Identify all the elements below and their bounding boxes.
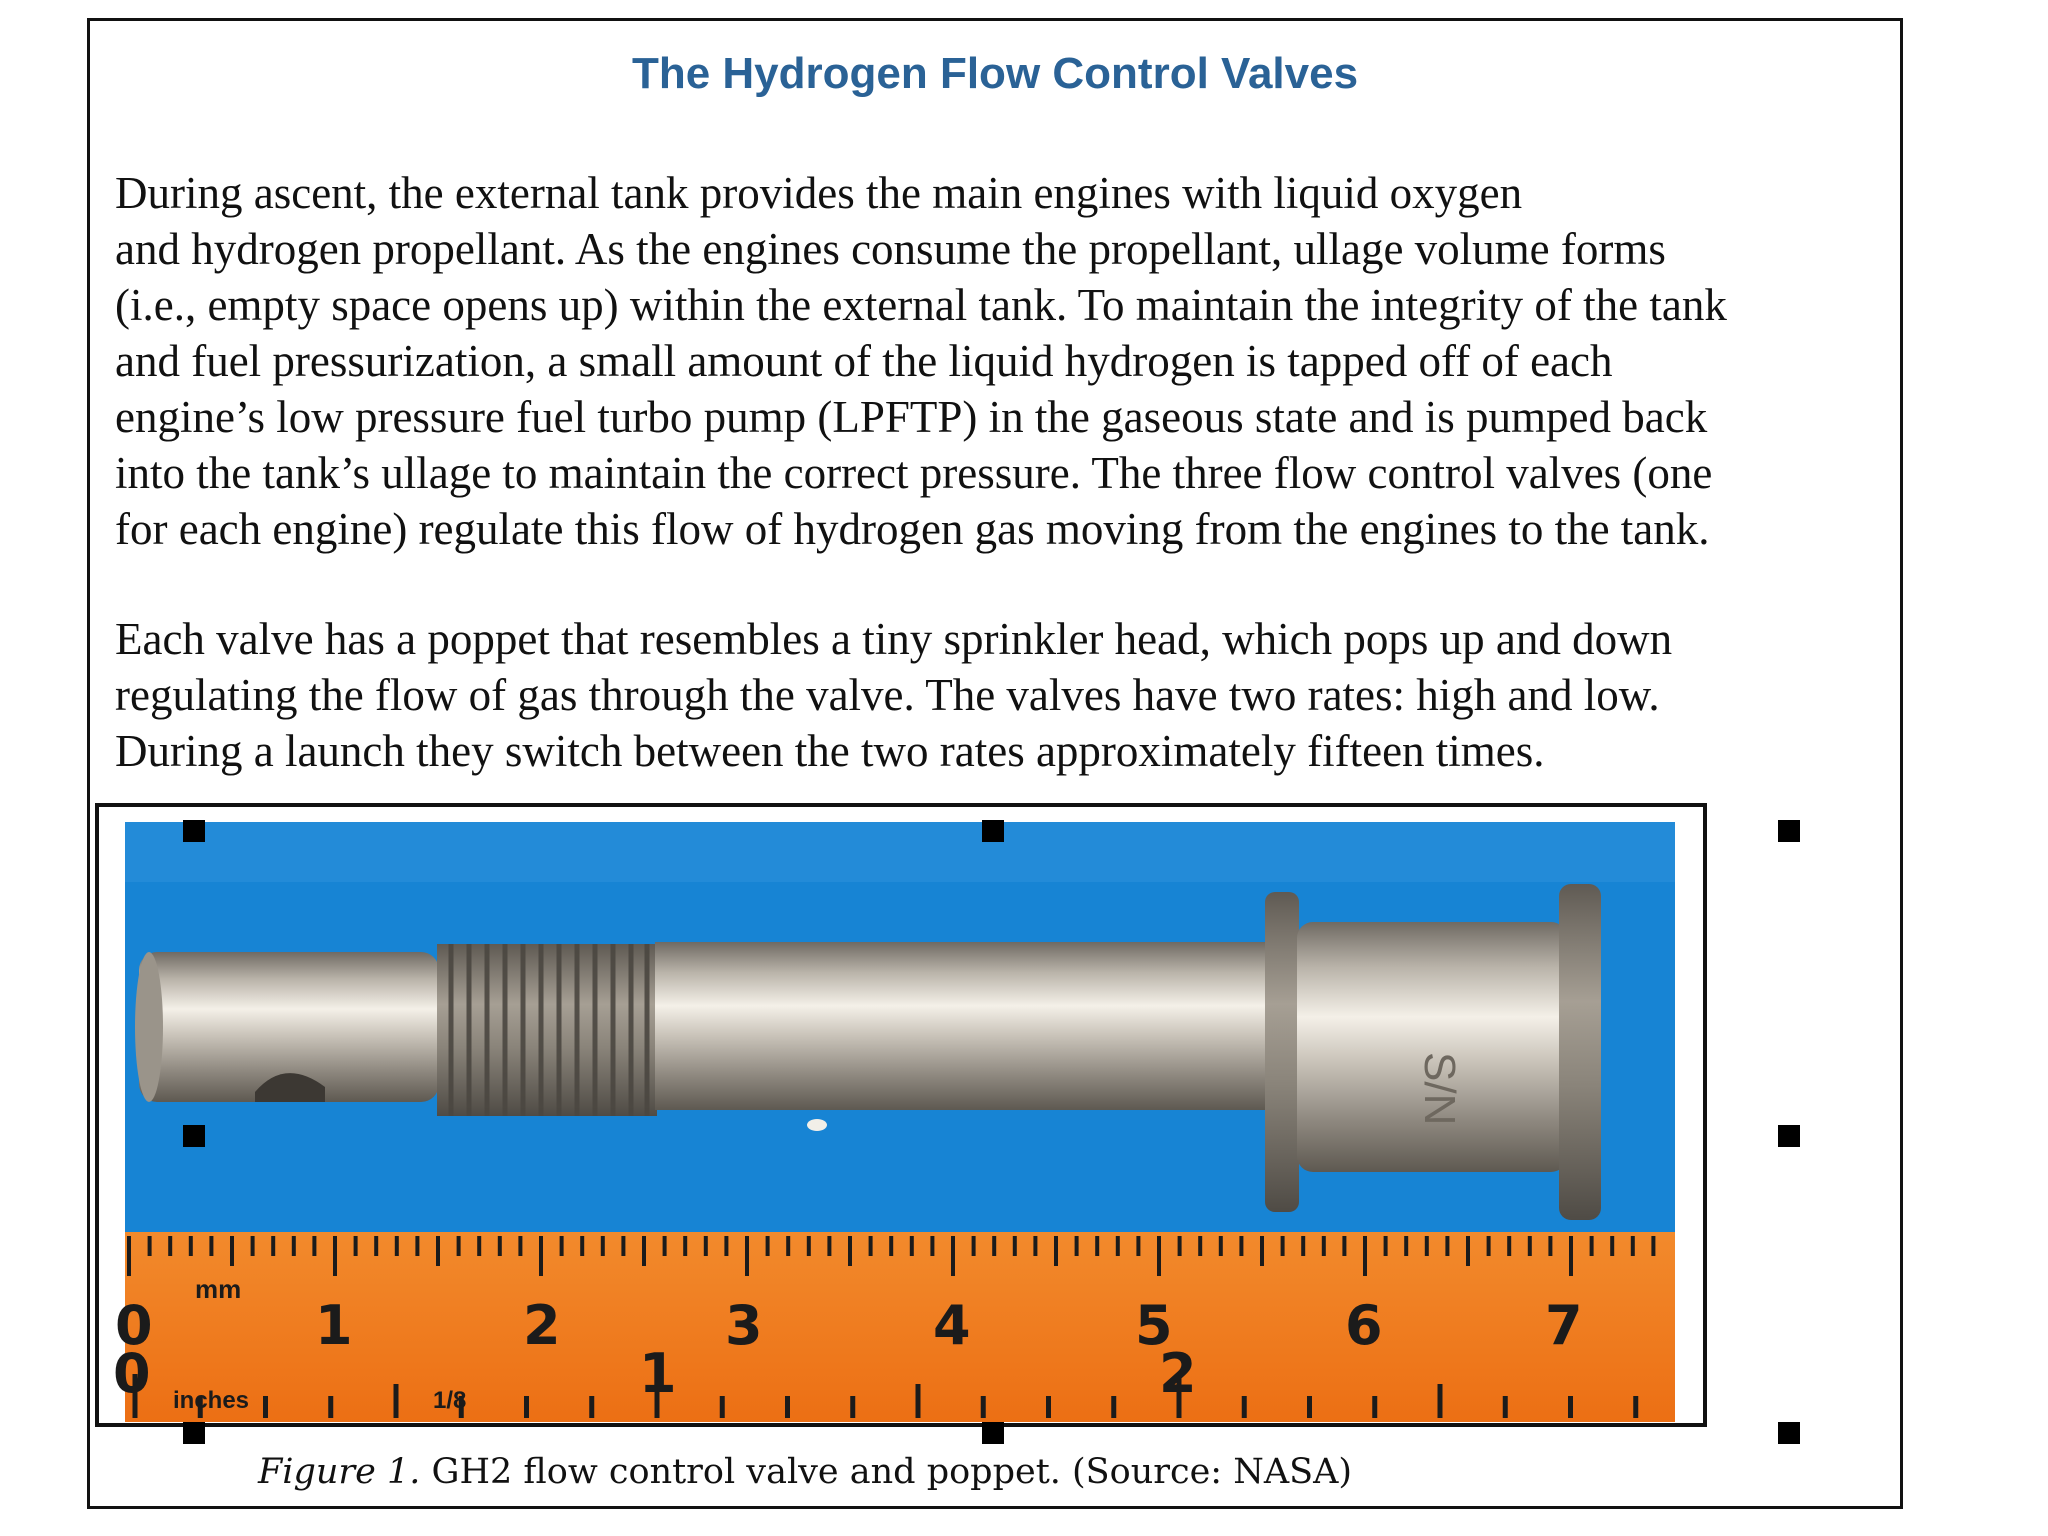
ruler-unit-inches: inches [173, 1387, 250, 1414]
paragraph-2 [115, 611, 1905, 779]
resize-handle-top-left[interactable] [183, 820, 205, 842]
paragraph-1 [115, 165, 1905, 557]
inch-label: 0 [113, 1342, 151, 1405]
resize-handle-middle-left[interactable] [183, 1125, 205, 1147]
paragraph-line: regulating the flow of gas through the valve. The valves have two rates: high and low. [115, 670, 1660, 720]
paragraph-line: and hydrogen propellant. As the engines consume the propellant, ullage volume forms [115, 224, 1666, 274]
paragraph-line: into the tank’s ullage to maintain the correct pressure. The three flow control valves (one [115, 448, 1713, 498]
figure-selection-frame[interactable] [95, 803, 1707, 1427]
cm-label: 0 [115, 1294, 153, 1357]
inch-label: 2 [1159, 1342, 1197, 1405]
figure-caption-text: GH2 flow control valve and poppet. (Source: NASA) [431, 1452, 1353, 1492]
document-title: The Hydrogen Flow Control Valves [631, 49, 1359, 98]
paragraph-line: During a launch they switch between the two rates approximately fifteen times. [115, 726, 1545, 776]
figure-caption [258, 1452, 1352, 1492]
cm-label: 3 [725, 1294, 763, 1357]
cm-label: 7 [1545, 1294, 1583, 1357]
ruler-unit-mm: mm [195, 1274, 242, 1304]
figure-caption-label: Figure 1. [258, 1452, 421, 1492]
paragraph-line: for each engine) regulate this flow of hydrogen gas moving from the engines to the tank. [115, 504, 1710, 554]
cm-label: 1 [315, 1294, 353, 1357]
resize-handle-bottom-left[interactable] [183, 1422, 205, 1444]
inch-label: 1 [639, 1342, 677, 1405]
paragraph-line: (i.e., empty space opens up) within the external tank. To maintain the integrity of the tank [115, 280, 1727, 330]
paragraph-line: and fuel pressurization, a small amount of the liquid hydrogen is tapped off of each [115, 336, 1613, 386]
paragraph-line: engine’s low pressure fuel turbo pump (LPFTP) in the gaseous state and is pumped back [115, 392, 1708, 442]
resize-handle-top-center[interactable] [982, 820, 1004, 842]
paragraph-line: Each valve has a poppet that resembles a tiny sprinkler head, which pops up and down [115, 614, 1673, 664]
resize-handle-middle-right[interactable] [1778, 1125, 1800, 1147]
cm-label: 2 [523, 1294, 561, 1357]
cm-label: 4 [933, 1294, 971, 1357]
resize-handle-top-right[interactable] [1778, 820, 1800, 842]
resize-handle-bottom-center[interactable] [982, 1422, 1004, 1444]
part-marking: S/N [1415, 1052, 1464, 1126]
paragraph-line: During ascent, the external tank provides the main engines with liquid oxygen [115, 168, 1523, 218]
resize-handle-bottom-right[interactable] [1778, 1422, 1800, 1444]
cm-label: 5 [1135, 1294, 1173, 1357]
cm-label: 6 [1345, 1294, 1383, 1357]
ruler-fraction: 1/8 [433, 1387, 467, 1414]
